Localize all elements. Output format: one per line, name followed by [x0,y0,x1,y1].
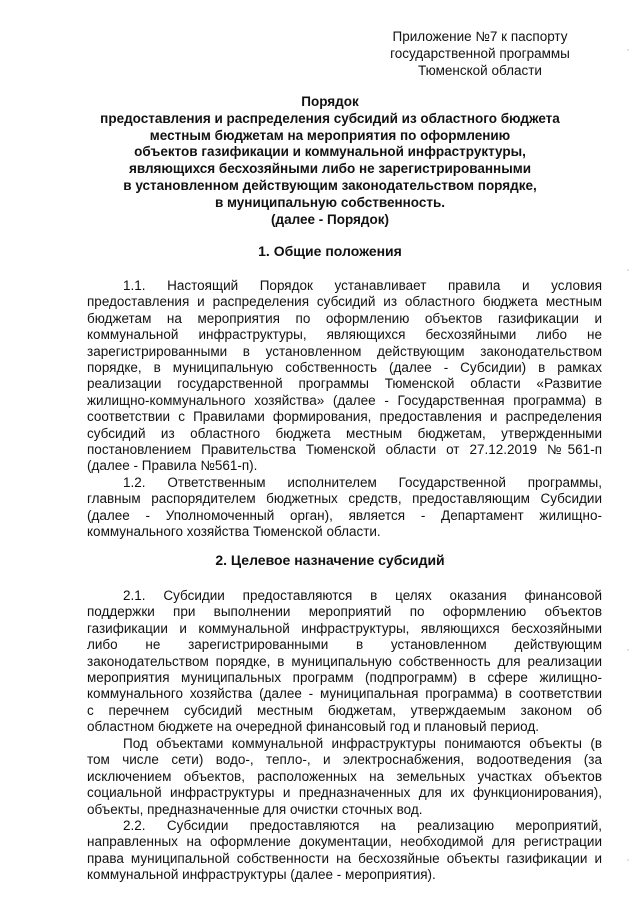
text-line: 1.2. Ответственным исполнителем Государственной программы, [123,475,602,490]
appendix-note [360,28,600,79]
title-line: (далее - Порядок) [271,211,389,227]
text-line: мероприятия муниципальных программ (подпрограмм) в сфере жилищно- [87,669,602,685]
title-line: являющихся бесхозяйными либо не зарегистрированными [128,161,532,177]
text-line: 1.1. Настоящий Порядок устанавливает правила и условия [123,278,602,293]
text-line: с перечнем субсидий местным бюджетам, утверждаемым законом об [87,702,602,718]
text-line: либо не зарегистрированными в установленном действующим [87,637,602,653]
text-line: соответствии с Правилами формирования, предоставления и распределения [87,409,602,425]
title-line: объектов газификации и коммунальной инфраструктуры, [134,144,526,160]
appendix-line: Приложение №7 к паспорту [392,29,568,44]
appendix-line: государственной программы [390,46,570,61]
text-line: исключением объектов, расположенных на земельных участках объектов [87,768,602,784]
paragraph-1-1 [87,278,602,475]
text-line: направленных на оформление документации, необходимой для регистрации [87,834,602,850]
text-line: коммунальной инфраструктуры (далее - мероприятия). [87,867,436,883]
section-1-heading: 1. Общие положения [258,243,402,259]
title-line: Порядок [301,94,359,109]
text-line: (далее - Правила №561-п). [87,458,258,474]
paragraph-2-1 [87,588,602,736]
text-line: жилищно-коммунального хозяйства» (далее - Государственная программа) в [87,392,602,408]
title-line: в муниципальную собственность. [214,194,446,210]
scan-edge-marks [626,40,630,880]
text-line: коммунальной инфраструктуры, являющихся бесхозяйными либо не [87,327,602,343]
text-line: законодательством порядке, в муниципальную собственность для реализации [87,653,602,669]
text-line: реализации государственной программы Тюменской области «Развитие [87,376,602,392]
title-line: в установленном действующим законодательством порядке, [123,177,537,193]
paragraph-1-2 [87,475,602,541]
text-line: газификации и коммунальной инфраструктуры, являющихся бесхозяйными [87,620,602,636]
text-line: бюджетам на мероприятия по оформлению объектов газификации и [87,310,602,326]
text-line: поддержки при выполнении мероприятий по оформлению объектов [87,604,602,620]
title-line: местным бюджетам на мероприятия по оформлению [149,127,511,143]
text-line: права муниципальной собственности на бесхозяйные объекты газификации и [87,850,602,866]
title-line: предоставления и распределения субсидий из областного бюджета [100,110,560,126]
text-line: (далее - Уполномоченный орган), является - Департамент жилищно- [87,507,602,523]
text-line: 2.1. Субсидии предоставляются в целях оказания финансовой [123,588,602,603]
text-line: главным распорядителем бюджетных средств, предоставляющим Субсидии [87,491,602,507]
text-line: 2.2. Субсидии предоставляются на реализацию мероприятий, [123,818,602,833]
text-line: областном бюджете на очередной финансовый год и плановый период. [87,719,540,735]
paragraph-2-2 [87,818,602,884]
appendix-line: Тюменской области [418,63,542,78]
document-title [90,94,570,228]
text-line: постановлением Правительства Тюменской области от 27.12.2019 №561-п [87,441,602,457]
section-2-heading: 2. Целевое назначение субсидий [215,552,445,568]
text-line: порядке, в муниципальную собственность (далее - Субсидии) в рамках [87,359,602,375]
text-line: социальной инфраструктуры и предназначенных для их функционирования), [87,785,602,801]
paragraph-2-1-continued [87,736,602,818]
text-line: предоставления и распределения субсидий из областного бюджета местным [87,294,602,310]
text-line: коммунального хозяйства (далее - муниципальная программа) в соответствии [87,686,602,702]
text-line: коммунального хозяйства Тюменской области. [87,524,381,540]
text-line: том числе сети) водо-, тепло-, и электроснабжения, водоотведения (за [87,752,602,768]
text-line: объекты, предназначенные для очистки сточных вод. [87,801,423,817]
text-line: субсидий из областного бюджета местным бюджетам, утвержденными [87,425,602,441]
text-line: Под объектами коммунальной инфраструктуры понимаются объекты (в [123,736,602,751]
text-line: зарегистрированными в установленном действующим законодательством [87,343,602,359]
